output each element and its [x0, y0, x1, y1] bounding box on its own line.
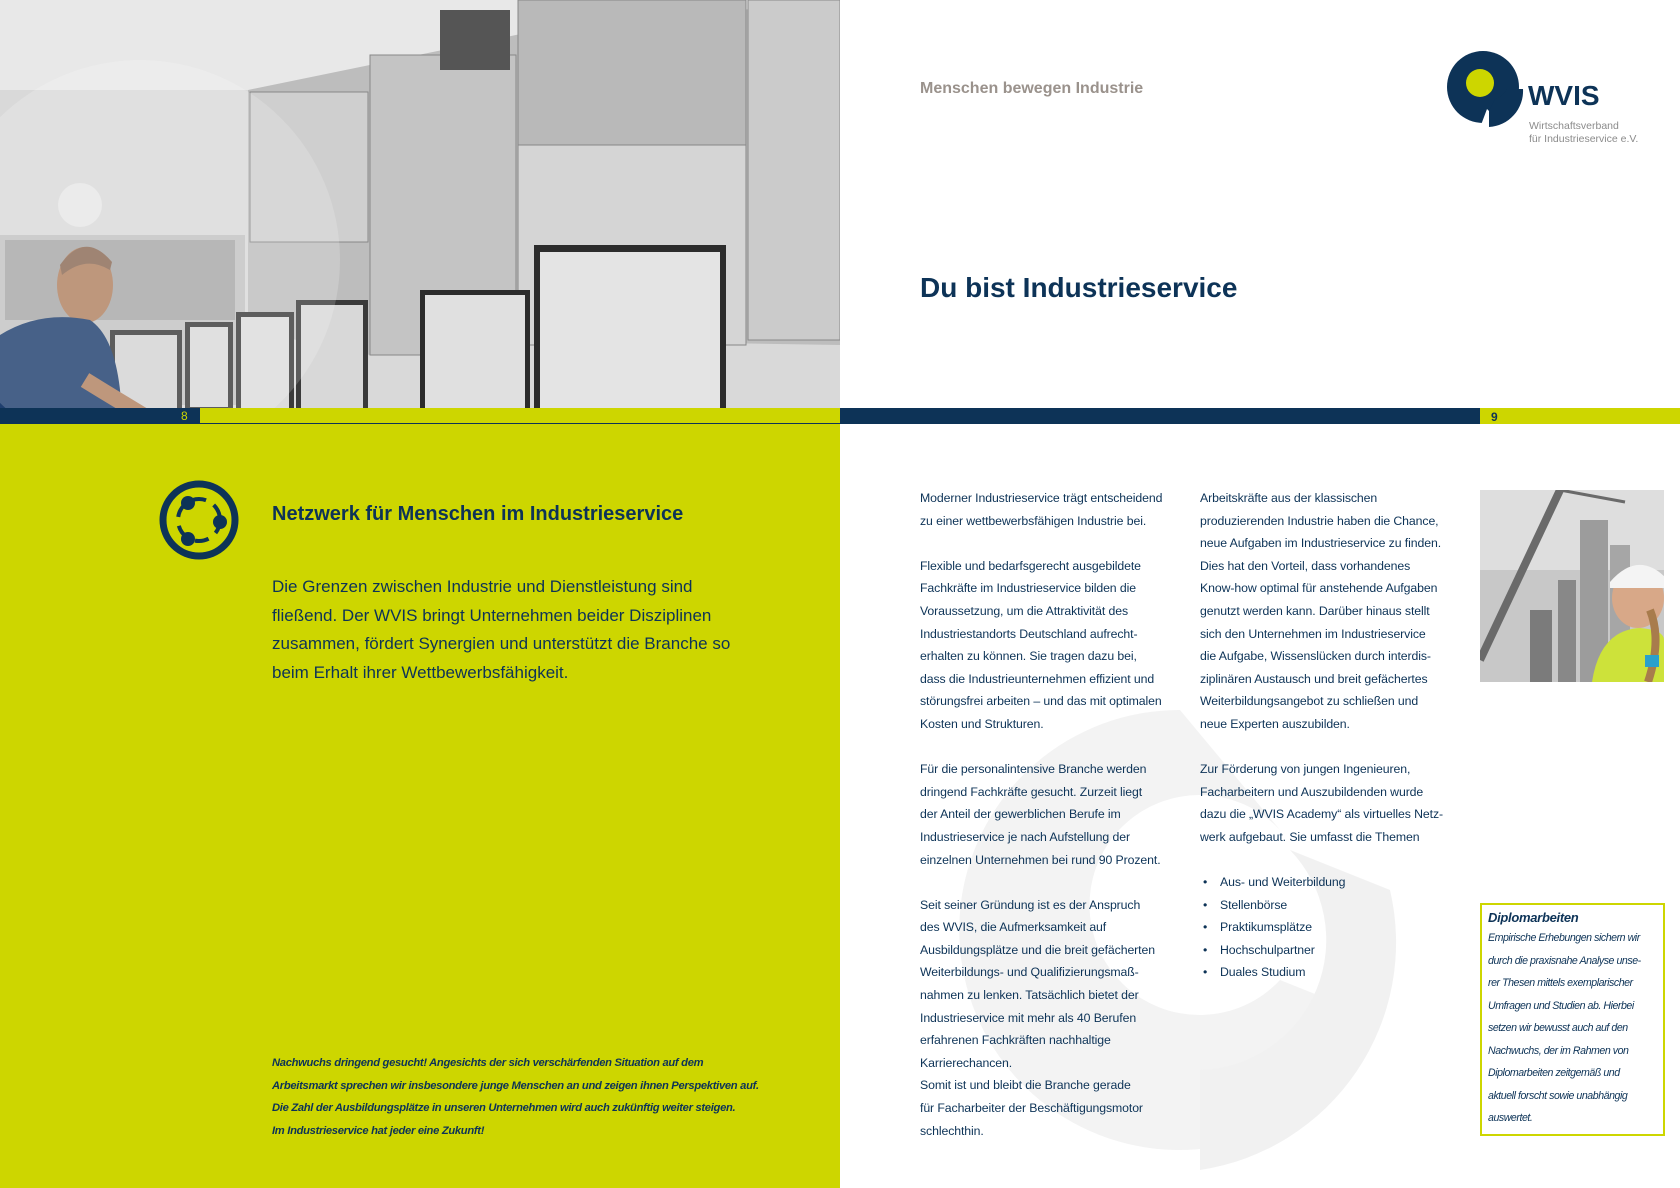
- tagline: Menschen bewegen Industrie: [920, 80, 1144, 97]
- female-engineer-refinery-photo: [1480, 490, 1664, 682]
- text-line: störungsfrei arbeiten – und das mit optimalen: [920, 694, 1162, 709]
- logo-subtitle: [1529, 120, 1638, 146]
- paragraph: [1200, 487, 1470, 736]
- band-navy-segment: [840, 408, 1480, 424]
- text-line: Diplomarbeiten zeitgemäß und: [1488, 1067, 1620, 1079]
- info-box-text: [1488, 927, 1657, 1130]
- band-navy-segment: [0, 408, 200, 424]
- text-line: dass die Industrieunternehmen effizient und: [920, 671, 1155, 686]
- text-line: produzierenden Industrie haben die Chance,: [1200, 513, 1439, 528]
- text-line: Für die personalintensive Branche werden: [920, 762, 1147, 777]
- footer-callout: [272, 1052, 772, 1142]
- text-line: Nachwuchs, der im Rahmen von: [1488, 1044, 1629, 1057]
- text-line: Industrieservice je nach Aufstellung der: [920, 829, 1130, 844]
- text-line: der Anteil der gewerblichen Berufe im: [920, 807, 1121, 822]
- text-line: Weiterbildungs- und Qualifizierungsmaß-: [920, 965, 1139, 980]
- text-line: Industriestandorts Deutschland aufrecht-: [920, 626, 1138, 641]
- intro-line: beim Erhalt ihrer Wettbewerbsfähigkeit.: [272, 662, 569, 682]
- text-line: Flexible und bedarfsgerecht ausgebildete: [920, 558, 1141, 573]
- list-item: • Duales Studium: [1200, 961, 1470, 984]
- logo-subtitle-line: Wirtschaftsverband: [1529, 120, 1619, 132]
- page-band-left: [0, 408, 840, 424]
- band-divider-line: [200, 423, 840, 424]
- footer-line: Die Zahl der Ausbildungsplätze in unseren Unternehmen wird auch zukünftig weiter steigen.: [272, 1102, 736, 1114]
- paragraph: [920, 894, 1180, 1075]
- text-line: Voraussetzung, um die Attraktivität des: [920, 603, 1128, 618]
- text-line: erhalten zu können. Sie tragen dazu bei,: [920, 649, 1137, 664]
- text-line: aktuell forscht sowie unabhängig: [1488, 1089, 1628, 1102]
- intro-line: zusammen, fördert Synergien und unterstützt die Branche so: [272, 634, 731, 653]
- intro-line: fließend. Der WVIS bringt Unternehmen beider Disziplinen: [272, 605, 712, 625]
- band-lime-segment: [200, 408, 840, 424]
- text-line: Umfragen und Studien ab. Hierbei: [1488, 999, 1634, 1012]
- text-line: Weiterbildungsangebot zu schließen und: [1200, 694, 1419, 709]
- text-line: Ausbildungsplätze und die breit gefächerten: [920, 942, 1155, 957]
- text-line: auswertet.: [1488, 1112, 1533, 1124]
- text-line: sich den Unternehmen im Industrieservice: [1200, 626, 1426, 641]
- text-line: Know-how optimal für anstehende Aufgaben: [1200, 581, 1438, 596]
- list-item: • Hochschulpartner: [1200, 939, 1470, 962]
- footer-line: Nachwuchs dringend gesucht! Angesichts der sich verschärfenden Situation auf dem: [272, 1057, 704, 1069]
- paragraph: [1200, 758, 1470, 848]
- text-line: Moderner Industrieservice trägt entscheidend: [920, 491, 1163, 505]
- paragraph: [920, 487, 1180, 532]
- academy-topics-list: [1200, 871, 1470, 984]
- text-line: durch die praxisnahe Analyse unse-: [1488, 954, 1641, 967]
- text-line: Seit seiner Gründung ist es der Anspruch: [920, 897, 1141, 912]
- text-line: genutzt werden kann. Darüber hinaus stellt: [1200, 603, 1430, 618]
- text-line: Facharbeitern und Auszubildenden wurde: [1200, 784, 1424, 799]
- right-page: [840, 0, 1680, 1188]
- list-item: • Aus- und Weiterbildung: [1200, 871, 1470, 894]
- page-band-right: [840, 408, 1680, 424]
- paragraph: [920, 758, 1180, 871]
- text-line: setzen wir bewusst auch auf den: [1488, 1022, 1628, 1034]
- text-line: Zur Förderung von jungen Ingenieuren,: [1200, 762, 1411, 777]
- text-line: neue Aufgaben im Industrieservice zu finden.: [1200, 536, 1442, 551]
- text-line: Industrieservice mit mehr als 40 Berufen: [920, 1010, 1137, 1025]
- text-line: für Facharbeiter der Beschäftigungsmotor: [920, 1101, 1143, 1116]
- text-line: Empirische Erhebungen sichern wir: [1488, 932, 1640, 944]
- text-line: erfahrenen Fachkräften nachhaltige: [920, 1033, 1111, 1048]
- list-item: • Praktikumsplätze: [1200, 916, 1470, 939]
- intro-paragraph: [272, 573, 742, 687]
- text-line: dazu die „WVIS Academy“ als virtuelles Netz-: [1200, 807, 1443, 822]
- page-title: Du bist Industrieservice: [920, 272, 1238, 303]
- page-number-left: 8: [181, 409, 188, 423]
- text-line: nahmen zu lenken. Tatsächlich bietet der: [920, 988, 1139, 1003]
- section-heading: Netzwerk für Menschen im Industrieservice: [272, 503, 684, 525]
- intro-line: Die Grenzen zwischen Industrie und Dienstleistung sind: [272, 577, 693, 596]
- text-line: Somit ist und bleibt die Branche gerade: [920, 1078, 1131, 1093]
- text-line: Dies hat den Vorteil, dass vorhandenes: [1200, 558, 1411, 573]
- text-line: rer Thesen mittels exemplarischer: [1488, 977, 1633, 989]
- footer-line: Arbeitsmarkt sprechen wir insbesondere junge Menschen an und zeigen ihnen Perspektiven auf.: [272, 1079, 759, 1092]
- footer-line: Im Industrieservice hat jeder eine Zukunft!: [272, 1124, 485, 1137]
- page-number-right: 9: [1491, 410, 1498, 424]
- text-line: des WVIS, die Aufmerksamkeit auf: [920, 920, 1107, 935]
- paragraph: [920, 555, 1180, 736]
- text-column-1: [920, 487, 1180, 1142]
- info-box-title: Diplomarbeiten: [1488, 910, 1579, 925]
- text-line: ziplinären Austausch und breit gefächertes: [1200, 671, 1428, 686]
- text-column-2: [1200, 487, 1470, 984]
- band-lime-segment: [1480, 408, 1680, 424]
- text-line: die Aufgabe, Wissenslücken durch interdis-: [1200, 649, 1431, 664]
- text-line: neue Experten auszubilden.: [1200, 716, 1350, 731]
- diplomarbeiten-info-box: [1480, 903, 1665, 1136]
- text-line: Fachkräfte im Industrieservice bilden die: [920, 581, 1136, 596]
- text-line: zu einer wettbewerbsfähigen Industrie bei.: [920, 513, 1147, 528]
- paragraph: [920, 1074, 1180, 1142]
- list-item: • Stellenbörse: [1200, 894, 1470, 917]
- logo-wordmark: WVIS: [1528, 80, 1600, 111]
- text-line: einzelnen Unternehmen bei rund 90 Prozent.: [920, 852, 1161, 867]
- text-line: Kosten und Strukturen.: [920, 716, 1044, 731]
- control-room-operator-photo: [0, 0, 840, 408]
- text-line: schlechthin.: [920, 1123, 984, 1138]
- text-line: dringend Fachkräfte gesucht. Zurzeit liegt: [920, 784, 1143, 799]
- text-line: Arbeitskräfte aus der klassischen: [1200, 491, 1378, 505]
- network-people-icon: [158, 479, 240, 561]
- text-line: Karrierechancen.: [920, 1055, 1013, 1070]
- logo-subtitle-line: für Industrieservice e.V.: [1529, 133, 1639, 145]
- text-line: werk aufgebaut. Sie umfasst die Themen: [1200, 829, 1420, 844]
